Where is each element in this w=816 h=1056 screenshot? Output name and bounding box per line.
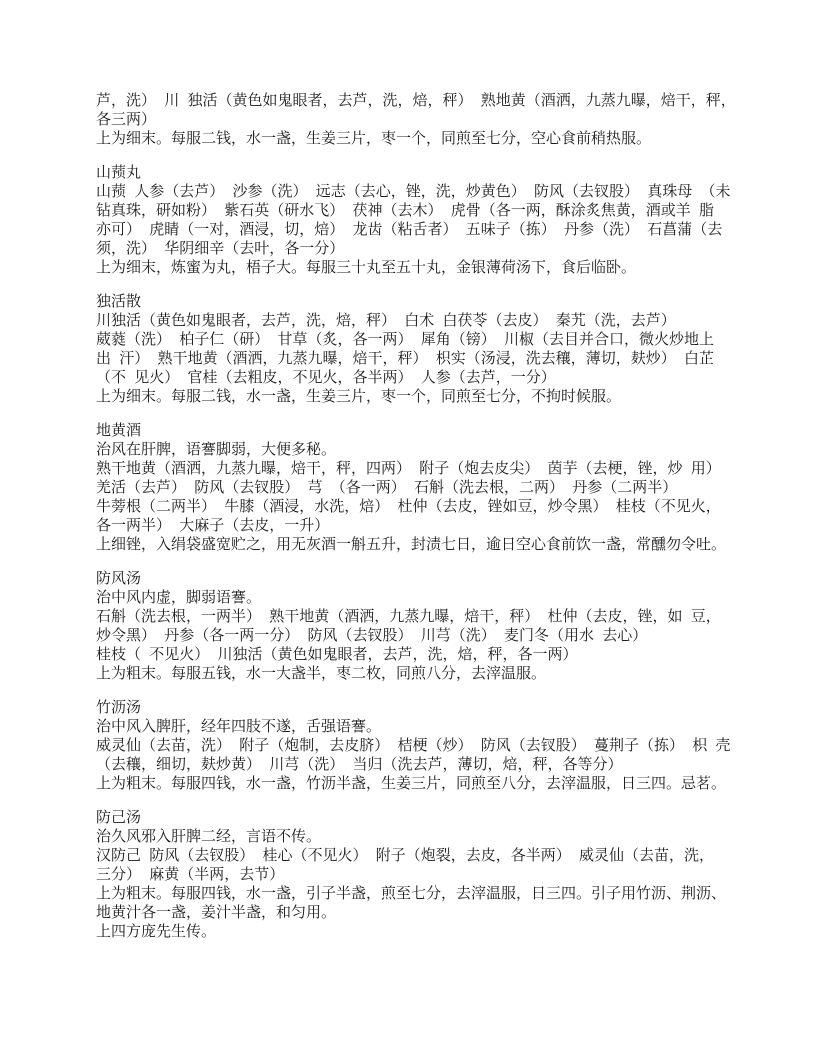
- recipe-title: 山蓣丸: [96, 165, 142, 181]
- text-line: 葳蕤（洗） 柏子仁（研） 甘草（炙，各一两） 犀角（镑） 川椒（去目并合口，微火炒地上: [96, 332, 715, 348]
- text-line: 上为细末。每服二钱，水一盏，生姜三片，枣一个，同煎至七分，不拘时候服。: [96, 389, 622, 405]
- text-line: 上细锉，入绢袋盛宽贮之，用无灰酒一斛五升，封渍七日，逾日空心食前饮一盏，常醺勿令吐。: [96, 537, 727, 553]
- text-line: 亦可） 虎睛（一对，酒浸，切，焙） 龙齿（粘舌者） 五味子（拣） 丹参（洗） 石菖蒲（去: [96, 222, 723, 238]
- text-line: 各一两半） 大麻子（去皮，一升）: [96, 518, 330, 534]
- recipe-section: [96, 164, 744, 278]
- text-line: 川独活（黄色如鬼眼者，去芦，洗，焙，秤） 白术 白茯苓（去皮） 秦艽（洗，去芦）: [96, 313, 676, 329]
- recipe-section: [96, 809, 744, 942]
- text-line: 炒令黑） 丹参（各一两一分） 防风（去钗股） 川芎（洗） 麦门冬（用水 去心）: [96, 628, 648, 644]
- text-line: 汉防己 防风（去钗股） 桂心（不见火） 附子（炮裂，去皮，各半两） 威灵仙（去苗，洗，: [96, 848, 715, 864]
- text-line: 石斛（洗去根，一两半） 熟干地黄（酒洒，九蒸九曝，焙干，秤） 杜仲（去皮，锉，如 豆，: [96, 609, 721, 625]
- continuation-paragraph: [96, 92, 744, 149]
- recipe-section: [96, 293, 744, 407]
- text-line: 芦，洗） 川 独活（黄色如鬼眼者，去芦，洗，焙，秤） 熟地黄（酒洒，九蒸九曝，焙干，秤，: [96, 93, 736, 109]
- text-line: 地黄汁各一盏，姜汁半盏，和匀用。: [96, 905, 337, 921]
- recipe-title: 防己汤: [96, 810, 142, 826]
- text-line: 威灵仙（去苗，洗） 附子（炮制，去皮脐） 桔梗（炒） 防风（去钗股） 蔓荆子（拣） 枳 壳: [96, 738, 731, 754]
- text-line: 上四方庞先生传。: [96, 924, 217, 940]
- text-line: 上为细末。每服二钱，水一盏，生姜三片，枣一个，同煎至七分，空心食前稍热服。: [96, 131, 652, 147]
- text-line: 上为细末，炼蜜为丸，梧子大。每服三十丸至五十丸，金银薄荷汤下，食后临卧。: [96, 260, 637, 276]
- text-line: 治久风邪入肝脾二经，言语不传。: [96, 829, 322, 845]
- text-line: 牛蒡根（二两半） 牛膝（酒浸，水洗，焙） 杜仲（去皮，锉如豆，炒令黑） 桂枝（不见火，: [96, 499, 721, 515]
- text-line: 各三两）: [96, 112, 157, 128]
- text-line: 治中风入脾肝，经年四肢不遂，舌强语謇。: [96, 719, 382, 735]
- text-line: （不 见火） 官桂（去粗皮，不见火，各半两） 人参（去芦，一分）: [96, 370, 556, 386]
- text-line: 上为粗末。每服四钱，水一盏，引子半盏，煎至七分，去滓温服，日三四。引子用竹沥、荆沥、: [96, 886, 727, 902]
- text-line: 出 汗） 熟干地黄（酒洒，九蒸九曝，焙干，秤） 枳实（汤浸，洗去穰，薄切，麸炒） 白芷: [96, 351, 715, 367]
- recipe-section: [96, 699, 744, 794]
- recipe-title: 防风汤: [96, 571, 142, 587]
- text-line: 羌活（去芦） 防风（去钗股） 芎 （各一两） 石斛（洗去根，二两） 丹参（二两半）: [96, 480, 678, 496]
- recipe-title: 竹沥汤: [96, 700, 142, 716]
- text-line: 钻真珠，研如粉） 紫石英（研水飞） 茯神（去木） 虎骨（各一两，酥涂炙焦黄，酒或羊 脂: [96, 203, 715, 219]
- recipe-section: [96, 422, 744, 555]
- document-text-content: [96, 92, 744, 942]
- text-line: 上为粗末。每服四钱，水一盏，竹沥半盏，生姜三片，同煎至八分，去滓温服，日三四。忌茗。: [96, 776, 727, 792]
- recipe-title: 地黄酒: [96, 423, 142, 439]
- text-line: 熟干地黄（酒洒，九蒸九曝，焙干，秤，四两） 附子（炮去皮尖） 茵芋（去梗，锉，炒 用）: [96, 461, 721, 477]
- text-line: 桂枝（ 不见火） 川独活（黄色如鬼眼者，去芦，洗，焙，秤，各一两）: [96, 647, 578, 663]
- text-line: 治中风内虚，脚弱语謇。: [96, 590, 262, 606]
- recipe-section: [96, 570, 744, 684]
- text-line: 山蓣 人参（去芦） 沙参（洗） 远志（去心，锉，洗，炒黄色） 防风（去钗股） 真珠母 （未: [96, 184, 731, 200]
- text-line: 治风在肝脾，语謇脚弱，大便多秘。: [96, 442, 337, 458]
- text-line: 须，洗） 华阴细辛（去叶，各一分）: [96, 241, 345, 257]
- recipe-title: 独活散: [96, 294, 142, 310]
- text-line: （去穰，细切，麸炒黄） 川芎（洗） 当归（洗去芦，薄切，焙，秤，各等分）: [96, 757, 623, 773]
- text-line: 三分） 麻黄（半两，去节）: [96, 867, 285, 883]
- text-line: 上为粗末。每服五钱，水一大盏半，枣二枚，同煎八分，去滓温服。: [96, 666, 547, 682]
